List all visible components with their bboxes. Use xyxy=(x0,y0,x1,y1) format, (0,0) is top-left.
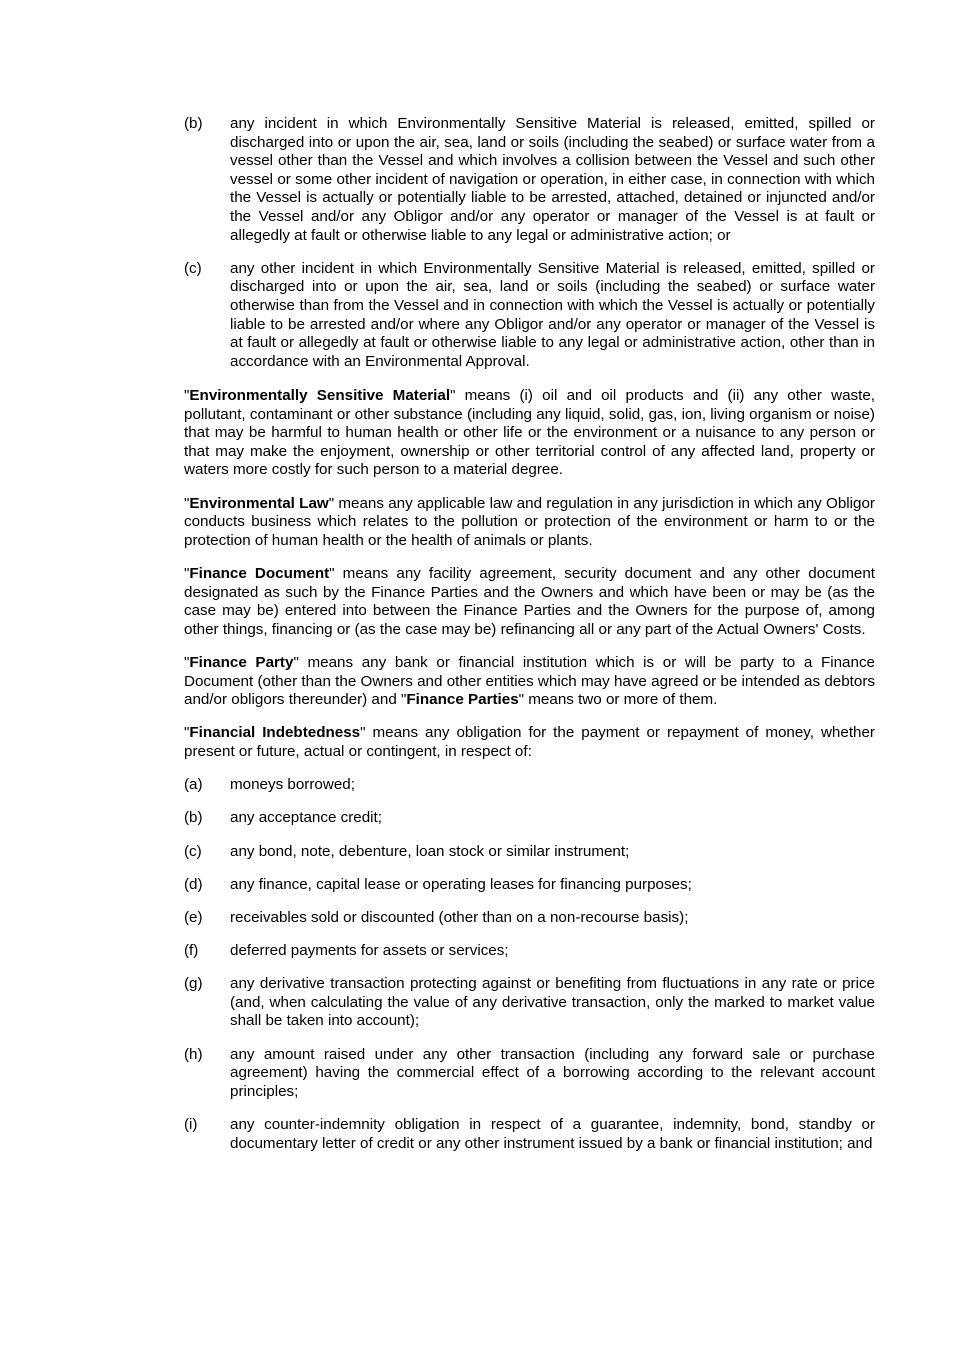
clause-label: (g) xyxy=(184,975,203,993)
definition-text: " means any bank or financial institution which is or will be party to a Finance Document (other than the Owners and other entities which may have agreed or be intended as debtors and/or obligors thereunder) and " xyxy=(184,654,875,709)
definition-text-plural: " means two or more of them. xyxy=(518,691,718,709)
clause-text: any amount raised under any other transaction (including any forward sale or purchase agreement) having the commercial effect of a borrowing according to the relevant account principles; xyxy=(230,1045,875,1100)
definition-finance-party xyxy=(184,654,875,710)
definition-environmental-law xyxy=(184,495,875,551)
clause-item-c xyxy=(184,260,875,372)
clause-label: (c) xyxy=(184,259,202,277)
clause-label: (f) xyxy=(184,942,199,960)
clause-label: (a) xyxy=(184,776,203,794)
clause-label: (b) xyxy=(184,115,203,132)
defined-term: Financial Indebtedness xyxy=(189,724,361,742)
defined-term: Environmental Law xyxy=(189,494,329,512)
clause-label: (b) xyxy=(184,809,203,827)
clause-text: any incident in which Environmentally Sensitive Material is released, emitted, spilled or discharged into or upon the air, sea, land or soils (including the seabed) or surface water from a vessel other than the Vessel and which involves a collision between the Vessel and such other vessel or some other incident of navigation or operation, in either case, in connection with which the Vessel is actually or potentially liable to be arrested, attached, detained or injuncted and/or the Vessel and/or any Obligor and/or any operator or manager of the Vessel is at fault or allegedly at fault or otherwise liable to any legal or administrative action; or xyxy=(230,115,875,244)
fi-item-e xyxy=(184,909,875,928)
clause-text: any other incident in which Environmentally Sensitive Material is released, emitted, spilled or discharged into or upon the air, sea, land or soils (including the seabed) or surface water otherwise than from the Vessel and in connection with which the Vessel is actually or potentially liable to be arrested and/or where any Obligor and/or any operator or manager of the Vessel is at fault or allegedly at fault or otherwise liable to any legal or administrative action, other than in accordance with an Environmental Approval. xyxy=(230,259,875,370)
open-quote: " xyxy=(184,654,190,672)
clause-text: receivables sold or discounted (other than on a non-recourse basis); xyxy=(230,908,689,926)
definition-text: " means any applicable law and regulation in any jurisdiction in which any Obligor conducts business which relates to the pollution or protection of the environment or harm to or the protection of human health or the health of animals or plants. xyxy=(184,494,875,549)
clause-label: (i) xyxy=(184,1116,198,1134)
defined-term: Environmentally Sensitive Material xyxy=(189,387,451,405)
defined-term: Finance Party xyxy=(189,654,294,672)
fi-item-h xyxy=(184,1046,875,1102)
fi-item-c xyxy=(184,843,875,862)
open-quote: " xyxy=(184,387,190,405)
clause-text: any derivative transaction protecting against or benefiting from fluctuations in any rate or price (and, when calculating the value of any derivative transaction, only the marked to market value shall be taken into account); xyxy=(230,975,875,1030)
open-quote: " xyxy=(184,494,190,512)
clause-text: any acceptance credit; xyxy=(230,809,382,827)
fi-item-i xyxy=(184,1116,875,1153)
clause-label: (c) xyxy=(184,842,202,860)
defined-term-plural: Finance Parties xyxy=(406,691,519,709)
clause-text: any bond, note, debenture, loan stock or similar instrument; xyxy=(230,842,630,860)
open-quote: " xyxy=(184,565,190,583)
definition-financial-indebtedness xyxy=(184,724,875,761)
definition-text: " means (i) oil and oil products and (ii) any other waste, pollutant, contaminant or other substance (including any liquid, solid, gas, ion, living organism or noise) that may be harmful to human health or other life or the environment or a nuisance to any person or that may make the enjoyment, ownership or other territorial control of any affected land, property or waters more costly for such person to a material degree. xyxy=(184,387,876,479)
clause-label: (e) xyxy=(184,908,203,926)
clause-label: (d) xyxy=(184,875,203,893)
clause-label: (h) xyxy=(184,1045,203,1063)
fi-item-d xyxy=(184,876,875,895)
document-body xyxy=(184,115,875,1168)
fi-item-f xyxy=(184,942,875,961)
clause-text: moneys borrowed; xyxy=(230,776,355,794)
definition-finance-document xyxy=(184,565,875,639)
clause-text: any finance, capital lease or operating leases for financing purposes; xyxy=(230,875,692,893)
clause-text: any counter-indemnity obligation in respect of a guarantee, indemnity, bond, standby or documentary letter of credit or any other instrument issued by a bank or financial institution; and xyxy=(230,1116,875,1152)
definition-environmentally-sensitive-material xyxy=(184,387,875,480)
clause-text: deferred payments for assets or services; xyxy=(230,942,509,960)
definition-text: " means any obligation for the payment or repayment of money, whether present or future, actual or contingent, in respect of: xyxy=(184,724,875,760)
fi-item-a xyxy=(184,776,875,795)
open-quote: " xyxy=(184,724,190,742)
fi-item-b xyxy=(184,809,875,828)
definition-text: " means any facility agreement, security document and any other document designated as such by the Finance Parties and the Owners and which have been or may be (as the case may be) entered into between the Finance Parties and the Owners for the purpose of, among other things, financing or (as the case may be) refinancing all or any part of the Actual Owners' Costs. xyxy=(184,565,875,638)
clause-item-b xyxy=(184,115,875,245)
fi-item-g xyxy=(184,975,875,1031)
defined-term: Finance Document xyxy=(189,565,330,583)
